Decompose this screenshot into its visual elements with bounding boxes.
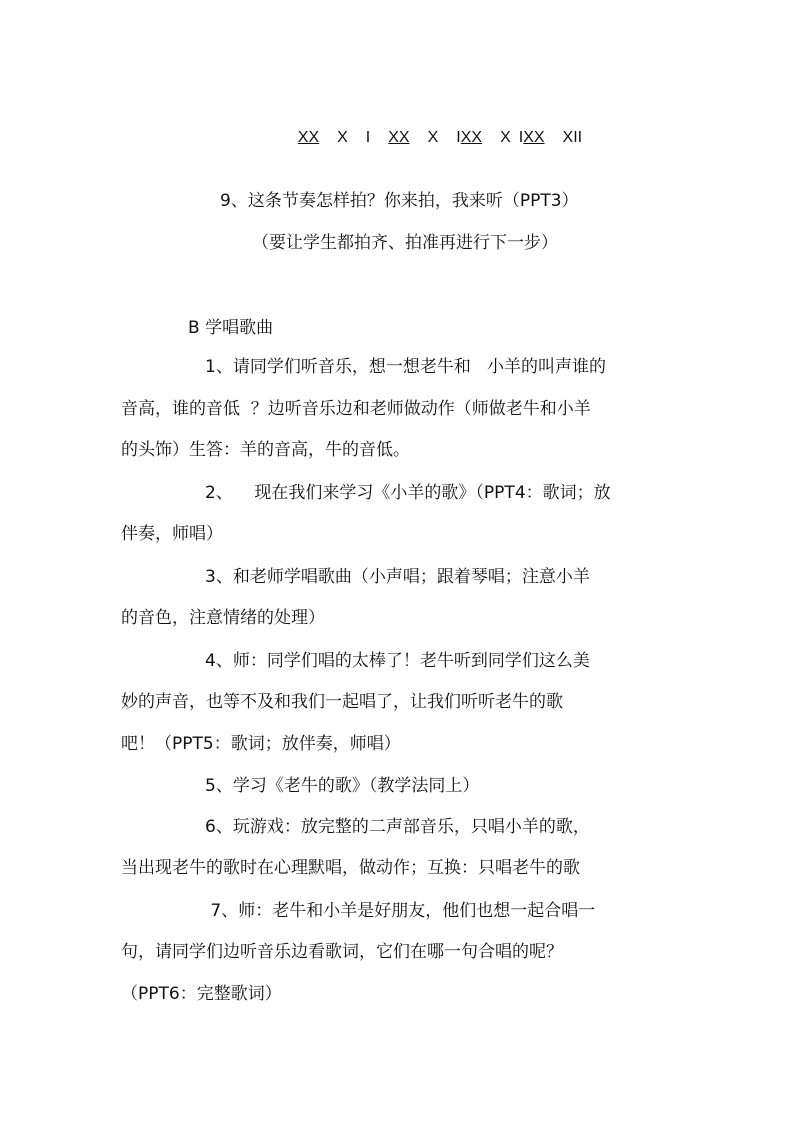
rhythm-symbol: I: [456, 129, 461, 146]
paragraph-line: 吧！（PPT5：歌词；放伴奏，师唱）: [121, 734, 401, 754]
rhythm-symbol: X: [337, 129, 348, 146]
paragraph-line: 2、 现在我们来学习《小羊的歌》（PPT4：歌词；放: [205, 483, 611, 503]
rhythm-symbol: X: [500, 129, 511, 146]
rhythm-symbol: XX: [460, 129, 483, 146]
section9-note: （要让学生都拍齐、拍准再进行下一步）: [252, 233, 558, 253]
rhythm-symbol: XII: [562, 129, 583, 146]
rhythm-symbol: XX: [523, 129, 545, 146]
paragraph-line: 句，请同学们边听音乐边看歌词，它们在哪一句合唱的呢？: [121, 942, 563, 962]
paragraph-line: 5、学习《老牛的歌》（教学法同上）: [205, 776, 480, 796]
paragraph-line: 7、师：老牛和小羊是好朋友，他们也想一起合唱一: [205, 901, 596, 921]
paragraph-line: 当出现老牛的歌时在心理默唱，做动作；互换：只唱老牛的歌: [121, 858, 580, 878]
section-heading-b: B 学唱歌曲: [188, 318, 274, 338]
paragraph-line: 的头饰）生答：羊的音高，牛的音低。: [121, 440, 410, 460]
paragraph-line: （PPT6：完整歌词）: [121, 984, 282, 1004]
paragraph-line: 的音色，注意情绪的处理）: [121, 608, 325, 628]
section9-question: 9、这条节奏怎样拍？你来拍，我来听（PPT3）: [220, 191, 579, 211]
rhythm-symbol: I: [365, 129, 371, 146]
paragraph-line: 妙的声音，也等不及和我们一起唱了，让我们听听老牛的歌: [121, 692, 563, 712]
paragraph-line: 6、玩游戏：放完整的二声部音乐，只唱小羊的歌，: [205, 817, 590, 837]
rhythm-symbol: I: [518, 129, 524, 146]
rhythm-symbol: XX: [297, 129, 320, 146]
paragraph-line: 1、请同学们听音乐，想一想老牛和 小羊的叫声谁的: [205, 357, 607, 377]
rhythm-notation: [280, 108, 600, 168]
paragraph-line: 音高，谁的音低 ？边听音乐边和老师做动作（师做老牛和小羊: [121, 399, 591, 419]
rhythm-symbol: XX: [388, 129, 410, 146]
paragraph-line: 3、和老师学唱歌曲（小声唱；跟着琴唱；注意小羊: [205, 567, 590, 587]
paragraph-line: 4、师：同学们唱的太棒了！老牛听到同学们这么美: [205, 651, 590, 671]
paragraph-line: 伴奏，师唱）: [121, 524, 223, 544]
rhythm-symbol: X: [427, 129, 439, 146]
